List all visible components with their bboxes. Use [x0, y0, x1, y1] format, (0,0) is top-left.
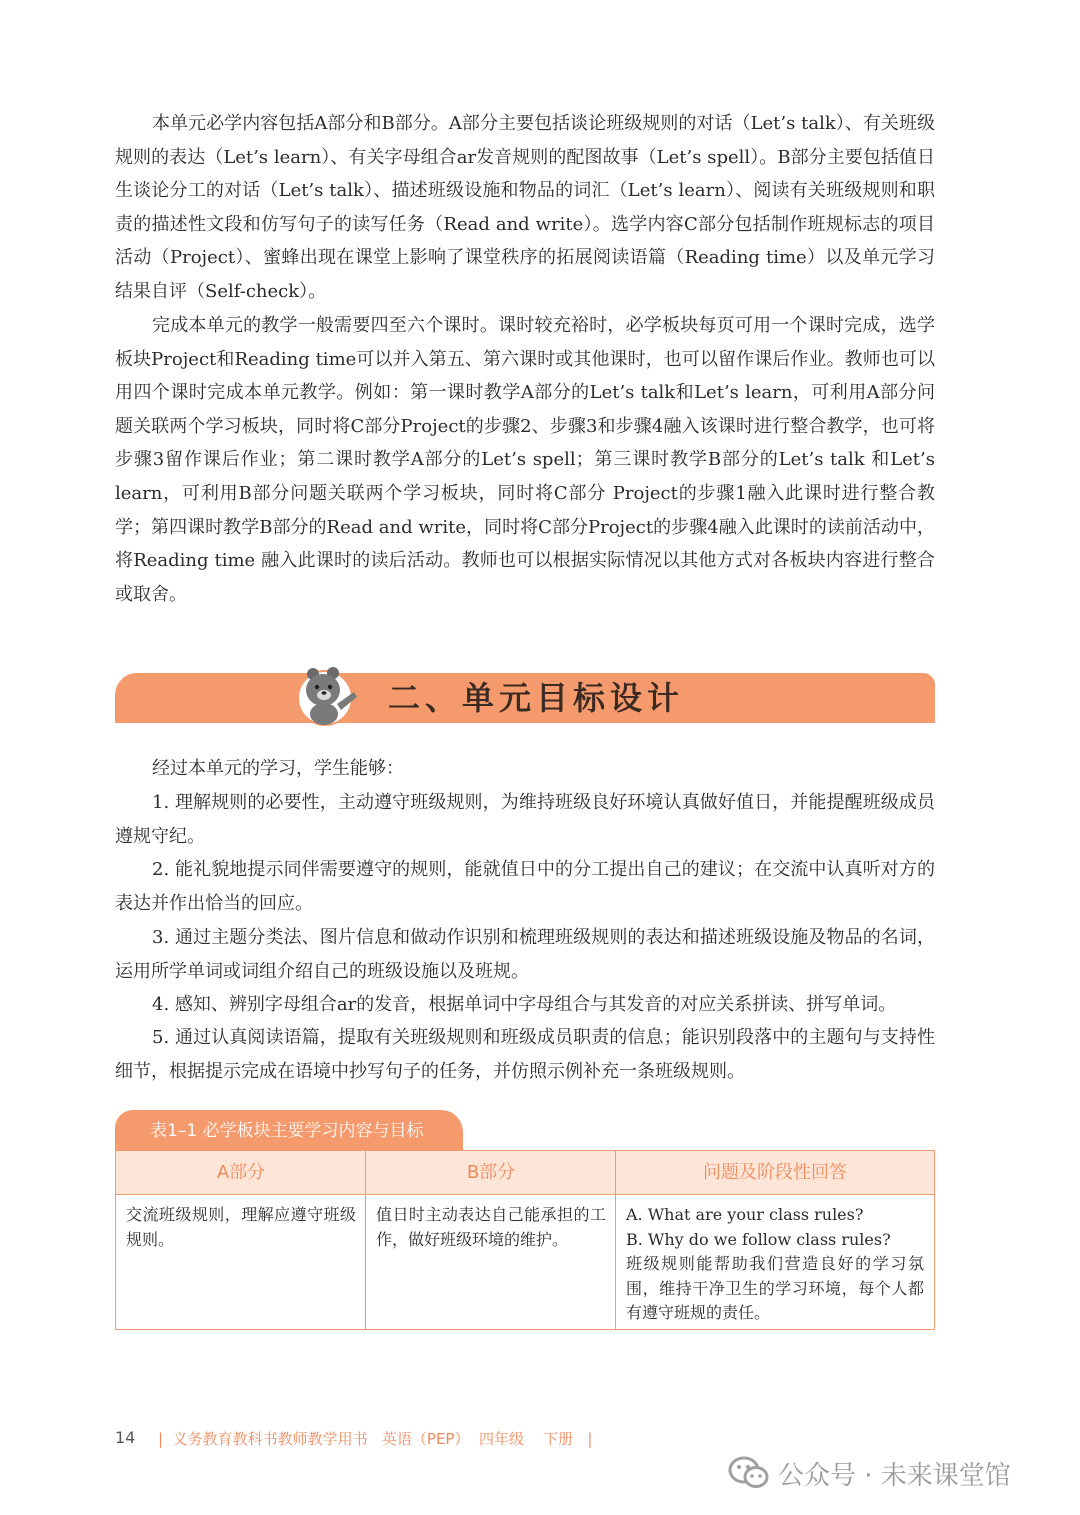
header-a-part: A部分 — [216, 1162, 266, 1183]
header-questions: 问题及阶段性回答 — [703, 1162, 847, 1183]
cell-a-content: 交流班级规则，理解应遵守班级规则。 — [126, 1205, 356, 1249]
page-number: 14 — [115, 1428, 136, 1447]
question-b: B. Why do we follow class rules? — [626, 1229, 891, 1249]
goal-item: 5. 通过认真阅读语篇，提取有关班级规则和班级成员职责的信息；能识别段落中的主题句与支持性细节，根据提示完成在语境中抄写句子的任务，并仿照示例补充一条班级规则。 — [115, 1027, 935, 1082]
question-a: A. What are your class rules? — [626, 1205, 864, 1224]
goal-item: 4. 感知、辨别字母组合ar的发音，根据单词中字母组合与其发音的对应关系拼读、拼写单词。 — [152, 994, 897, 1015]
table-caption: 表1–1 必学板块主要学习内容与目标 — [150, 1121, 424, 1141]
watermark — [728, 1453, 1011, 1493]
watermark-text: 公众号 · 未来课堂馆 — [778, 1460, 1011, 1491]
cell-b-content: 值日时主动表达自己能承担的工作，做好班级环境的维护。 — [376, 1205, 606, 1249]
intro-paragraph-1: 本单元必学内容包括A部分和B部分。A部分主要包括谈论班级规则的对话（Let’s talk）、有关班级规则的表达（Let’s learn）、有关字母组合ar发音规则的配图故事（Let’s spell）。B部分主要包括值日生谈论分工的对话（Let’s talk）、描述班级设施和物品的词汇（Let’s learn）、阅读有关班级规则和职责的描述性文段和仿写句子的读写任务（Read and write）。选学内容C部分包括制作班规标志的项目活动（Project）、蜜蜂出现在课堂上影响了课堂秩序的拓展阅读语篇（Reading time）以及单元学习结果自评（Self-check）。 — [115, 113, 935, 302]
goal-item: 3. 通过主题分类法、图片信息和做动作识别和梳理班级规则的表达和描述班级设施及物品的名词，运用所学单词或词组介绍自己的班级设施以及班规。 — [115, 927, 935, 982]
column-divider — [615, 1151, 616, 1329]
book-info: | 义务教育教科书教师教学用书 英语（PEP） 四年级 下册 | — [158, 1430, 593, 1448]
table-header-row — [116, 1151, 934, 1195]
answer-text: 班级规则能帮助我们营造良好的学习氛围，维持干净卫生的学习环境，每个人都有遵守班规的责任。 — [626, 1254, 924, 1322]
content-table — [115, 1150, 935, 1330]
wechat-icon — [728, 1455, 770, 1491]
header-b-part: B部分 — [466, 1162, 516, 1183]
column-divider — [365, 1151, 366, 1329]
bear-mascot-icon — [294, 664, 360, 726]
section-title: 二、单元目标设计 — [388, 679, 685, 717]
intro-paragraph-2: 完成本单元的教学一般需要四至六个课时。课时较充裕时，必学板块每页可用一个课时完成，选学板块Project和Reading time可以并入第五、第六课时或其他课时，也可以留作课后作业。教师也可以用四个课时完成本单元教学。例如：第一课时教学A部分的Let’s talk和Let’s learn，可利用A部分问题关联两个学习板块，同时将C部分Project的步骤2、步骤3和步骤4融入该课时进行整合教学，也可将步骤3留作课后作业；第二课时教学A部分的Let’s spell；第三课时教学B部分的Let’s talk 和Let’s learn，可利用B部分问题关联两个学习板块，同时将C部分 Project的步骤1融入此课时进行整合教学；第四课时教学B部分的Read and write，同时将C部分Project的步骤4融入此课时的读前活动中，将Reading time 融入此课时的读后活动。教师也可以根据实际情况以其他方式对各板块内容进行整合或取舍。 — [115, 315, 935, 605]
goal-item: 1. 理解规则的必要性，主动遵守班级规则，为维持班级良好环境认真做好值日，并能提醒班级成员遵规守纪。 — [115, 792, 935, 847]
cell-questions — [626, 1203, 924, 1326]
goal-item: 2. 能礼貌地提示同伴需要遵守的规则，能就值日中的分工提出自己的建议；在交流中认真听对方的表达并作出恰当的回应。 — [115, 859, 935, 914]
goals-intro: 经过本单元的学习，学生能够： — [152, 758, 404, 779]
